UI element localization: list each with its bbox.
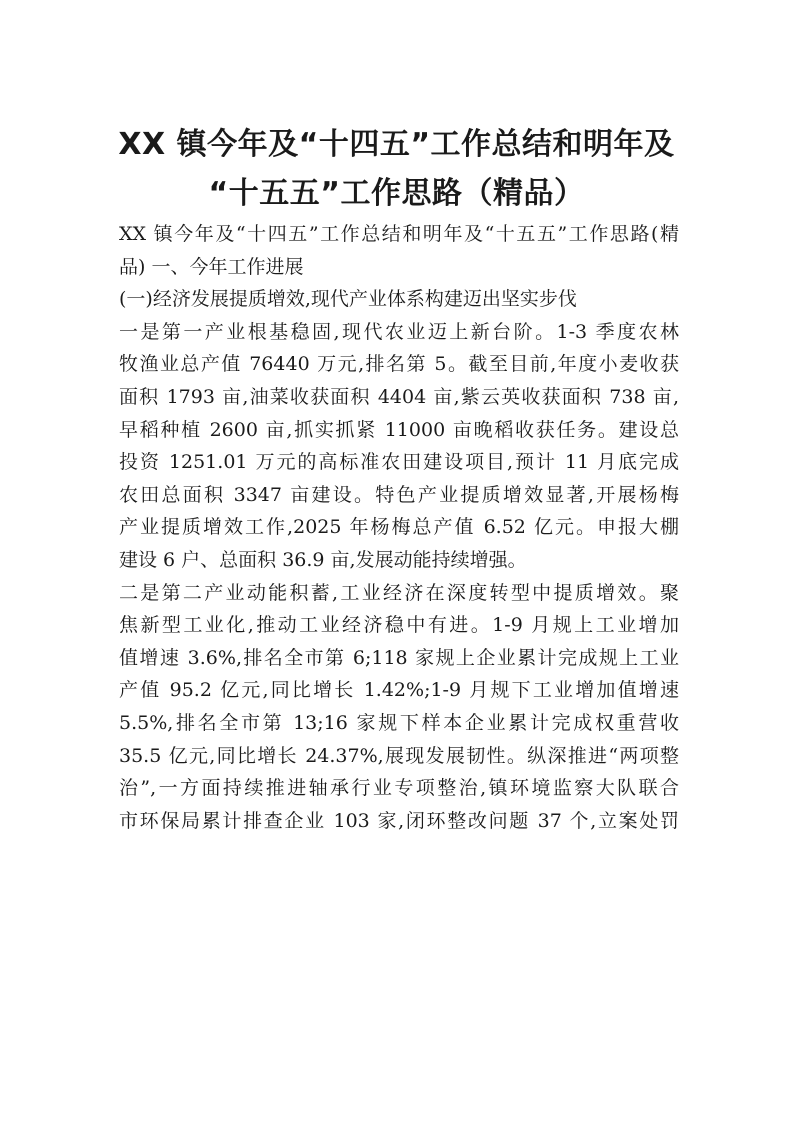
body-line: 二是第二产业动能积蓄,工业经济在深度转型中提质增效。聚 <box>119 581 679 604</box>
body-line: 35.5 亿元,同比增长 24.37%,展现发展韧性。纵深推进“两项整 <box>119 744 679 767</box>
body-line: 5.5%,排名全市第 13;16 家规下样本企业累计完成权重营收 <box>119 711 679 734</box>
body-line: 焦新型工业化,推动工业经济稳中有进。1-9 月规上工业增加 <box>119 614 679 637</box>
document-title-line-1: XX 镇今年及“十四五”工作总结和明年及 <box>118 127 675 162</box>
document-title-line-2: “十五五”工作思路（精品） <box>208 176 585 211</box>
body-line: 产值 95.2 亿元,同比增长 1.42%;1-9 月规下工业增加值增速 <box>119 679 679 702</box>
body-line: 早稻种植 2600 亩,抓实抓紧 11000 亩晚稻收获任务。建设总 <box>119 418 679 441</box>
document-body <box>119 218 679 837</box>
body-line: 品) 一、今年工作进展 <box>119 255 304 278</box>
body-line: 治”,一方面持续推进轴承行业专项整治,镇环境监察大队联合 <box>119 777 679 800</box>
body-line: 牧渔业总产值 76440 万元,排名第 5。截至目前,年度小麦收获 <box>119 353 679 376</box>
body-line: 一是第一产业根基稳固,现代农业迈上新台阶。1-3 季度农林 <box>119 320 679 343</box>
body-line: 投资 1251.01 万元的高标准农田建设项目,预计 11 月底完成 <box>119 451 679 474</box>
body-line: 面积 1793 亩,油菜收获面积 4404 亩,紫云英收获面积 738 亩, <box>119 385 679 408</box>
body-line: 值增速 3.6%,排名全市第 6;118 家规上企业累计完成规上工业 <box>119 646 679 669</box>
body-line: XX 镇今年及“十四五”工作总结和明年及“十五五”工作思路(精 <box>119 223 679 245</box>
body-line: 农田总面积 3347 亩建设。特色产业提质增效显著,开展杨梅 <box>119 483 679 506</box>
body-line: 建设 6 户、总面积 36.9 亩,发展动能持续增强。 <box>119 548 527 571</box>
body-line: 产业提质增效工作,2025 年杨梅总产值 6.52 亿元。申报大棚 <box>119 516 679 539</box>
body-line: 市环保局累计排查企业 103 家,闭环整改问题 37 个,立案处罚 <box>119 809 679 832</box>
body-line: (一)经济发展提质增效,现代产业体系构建迈出坚实步伐 <box>119 288 577 311</box>
